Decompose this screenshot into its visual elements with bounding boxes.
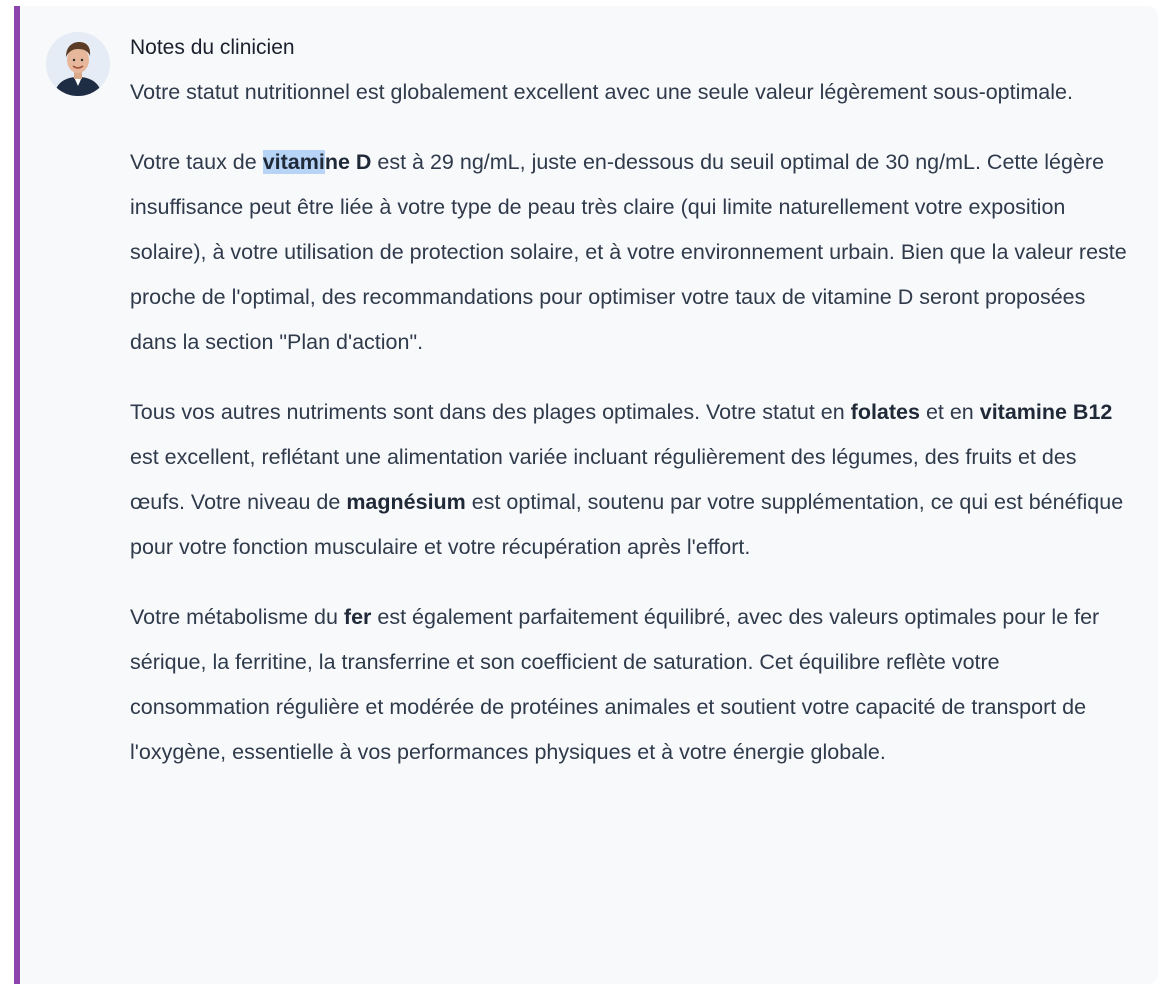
paragraph-text: est excellent, reflétant une alimentation variée incluant régulièrement des légumes, des fruits et des œufs. Votre niveau de (130, 445, 1077, 514)
notes-paragraph-iron (130, 595, 1130, 775)
paragraph-text: Tous vos autres nutriments sont dans des plages optimales. Votre statut en (130, 400, 851, 424)
clinician-notes-card (14, 6, 1158, 984)
text-selection: vitami (262, 150, 325, 174)
notes-paragraph-vitamin-d (130, 140, 1130, 365)
clinician-avatar (46, 32, 110, 96)
paragraph-text: Votre métabolisme du (130, 605, 344, 629)
paragraph-text: est également parfaitement équilibré, avec des valeurs optimales pour le fer sérique, la ferritine, la transferrine et son coefficient de saturation. Cet équilibre reflète votre consommation régulière et modérée de protéines animales et soutient votre capacité de transport de l'oxygène, essentielle à vos performances physiques et à votre énergie globale. (130, 605, 1100, 764)
paragraph-text: et en (919, 400, 980, 424)
paragraph-text: Votre taux de (130, 150, 263, 174)
term-magnesium: magnésium (346, 490, 466, 514)
paragraph-text: est optimal, soutenu par votre supplémentation, ce qui est bénéfique pour votre fonction musculaire et votre récupération après l'effort. (130, 490, 1124, 559)
highlighted-term-vitamin-d[interactable] (263, 150, 372, 174)
notes-paragraph-summary (130, 70, 1130, 115)
term-rest: ne D (324, 150, 372, 174)
paragraph-text: Votre statut nutritionnel est globalement excellent avec une seule valeur légèrement sous-optimale. (130, 80, 1073, 104)
notes-content (130, 30, 1130, 800)
term-folates: folates (850, 400, 920, 424)
person-icon (46, 32, 110, 96)
notes-paragraph-nutrients (130, 390, 1130, 570)
paragraph-text: est à 29 ng/mL, juste en-dessous du seuil optimal de 30 ng/mL. Cette légère insuffisance peut être liée à votre type de peau très claire (qui limite naturellement votre exposition solaire), à votre utilisation de protection solaire, et à votre environnement urbain. Bien que la valeur reste proche de l'optimal, des recommandations pour optimiser votre taux de vitamine D seront proposées dans la section "Plan d'action". (130, 150, 1127, 354)
term-iron: fer (343, 605, 372, 629)
notes-title: Notes du clinicien (130, 36, 295, 59)
term-vitamin-b12: vitamine B12 (979, 400, 1113, 424)
